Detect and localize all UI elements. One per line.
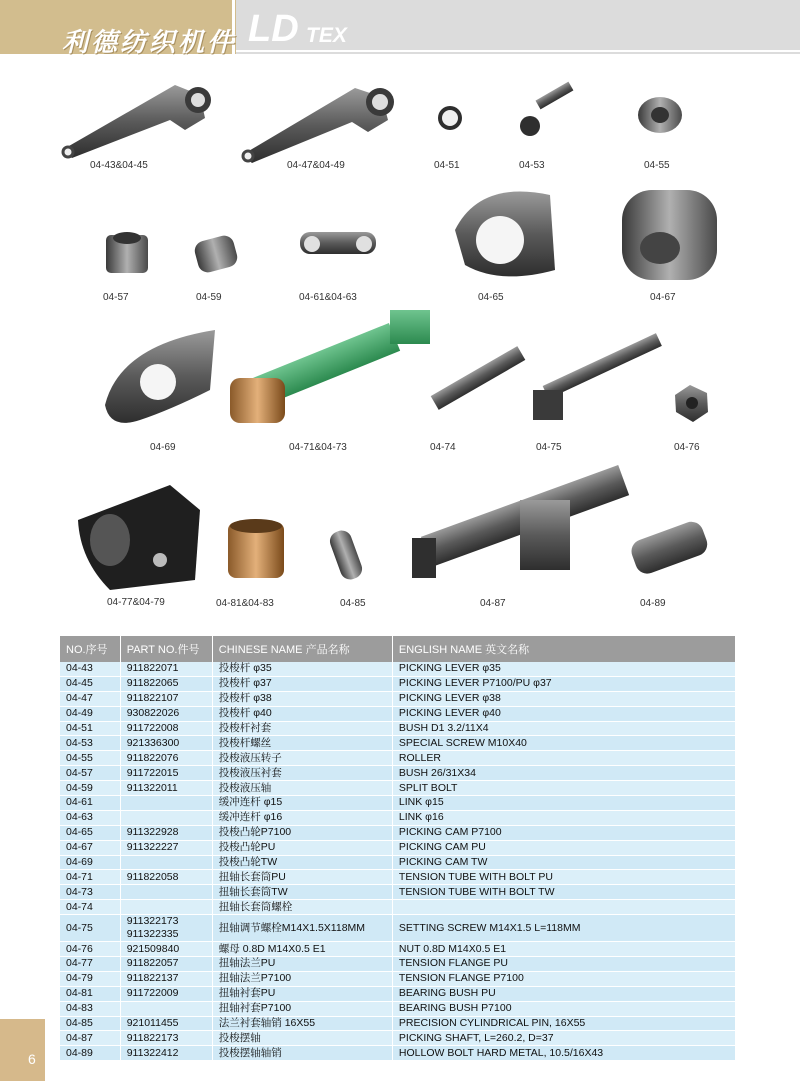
cell-english-name: ROLLER <box>392 751 735 766</box>
cell-part-no: 911822057 <box>120 957 212 972</box>
cell-chinese-name: 扭轴调节螺栓M14X1.5X118MM <box>212 915 392 942</box>
cell-part-no: 911822107 <box>120 691 212 706</box>
cell-chinese-name: 螺母 0.8D M14X0.5 E1 <box>212 942 392 957</box>
cell-english-name: BUSH D1 3.2/11X4 <box>392 721 735 736</box>
table-row <box>60 751 736 766</box>
picking-shaft-image <box>412 465 629 578</box>
cell-part-no <box>120 855 212 870</box>
cell-no: 04-79 <box>60 971 120 986</box>
part-label: 04-47&04-49 <box>287 160 345 171</box>
table-row <box>60 825 736 840</box>
table-row <box>60 957 736 972</box>
cell-no: 04-47 <box>60 691 120 706</box>
link-image <box>300 232 376 254</box>
part-label: 04-61&04-63 <box>299 292 357 303</box>
part-label: 04-67 <box>650 292 676 303</box>
cell-chinese-name: 扭轴长套筒PU <box>212 870 392 885</box>
table-row <box>60 971 736 986</box>
cell-no: 04-53 <box>60 736 120 751</box>
column-header-part-no: PART NO.件号 <box>120 636 212 662</box>
table-row <box>60 721 736 736</box>
table-row <box>60 915 736 942</box>
cell-english-name: BEARING BUSH PU <box>392 986 735 1001</box>
table-row <box>60 691 736 706</box>
cell-no: 04-77 <box>60 957 120 972</box>
table-row <box>60 1016 736 1031</box>
cell-chinese-name: 缓冲连杆 φ16 <box>212 810 392 825</box>
cell-chinese-name: 扭轴衬套PU <box>212 986 392 1001</box>
table-row <box>60 736 736 751</box>
table-row <box>60 766 736 781</box>
table-row <box>60 942 736 957</box>
table-row <box>60 900 736 915</box>
cell-no: 04-43 <box>60 662 120 676</box>
cell-no: 04-83 <box>60 1001 120 1016</box>
cell-no: 04-63 <box>60 810 120 825</box>
table-row <box>60 885 736 900</box>
brand-tex-logo: TEX <box>306 24 347 47</box>
split-bolt-image <box>193 233 240 274</box>
brand-ld-logo: LD <box>248 8 299 50</box>
part-label: 04-89 <box>640 598 666 609</box>
table-row <box>60 870 736 885</box>
cell-chinese-name: 缓冲连杆 φ15 <box>212 796 392 811</box>
cell-no: 04-61 <box>60 796 120 811</box>
cell-english-name: LINK φ16 <box>392 810 735 825</box>
table-row <box>60 662 736 676</box>
brand-chinese-name: 利德纺织机件 <box>62 28 237 58</box>
tension-tube-bolt-image <box>431 346 526 410</box>
part-label: 04-51 <box>434 160 460 171</box>
cell-chinese-name: 扭轴法兰PU <box>212 957 392 972</box>
cell-chinese-name: 投梭凸轮TW <box>212 855 392 870</box>
cell-part-no: 911822173 <box>120 1031 212 1046</box>
cell-chinese-name: 扭轴法兰P7100 <box>212 971 392 986</box>
cell-english-name <box>392 900 735 915</box>
cell-chinese-name: 投梭杆衬套 <box>212 721 392 736</box>
part-label: 04-69 <box>150 442 176 453</box>
roller-image <box>638 97 682 133</box>
bush-image <box>106 232 148 273</box>
cell-english-name: PICKING CAM P7100 <box>392 825 735 840</box>
parts-gallery <box>0 60 800 630</box>
picking-cam-p7100-image <box>455 192 555 277</box>
cell-no: 04-67 <box>60 840 120 855</box>
cell-english-name: LINK φ15 <box>392 796 735 811</box>
column-header-english-name: ENGLISH NAME 英文名称 <box>392 636 735 662</box>
cell-no: 04-74 <box>60 900 120 915</box>
cell-english-name: PICKING CAM PU <box>392 840 735 855</box>
cell-no: 04-76 <box>60 942 120 957</box>
cell-english-name: BUSH 26/31X34 <box>392 766 735 781</box>
cell-english-name: PICKING LEVER φ38 <box>392 691 735 706</box>
parts-illustrations <box>0 60 800 630</box>
table-row <box>60 1001 736 1016</box>
cell-no: 04-85 <box>60 1016 120 1031</box>
setting-screw-image <box>533 333 662 420</box>
cell-no: 04-51 <box>60 721 120 736</box>
cell-chinese-name: 扭轴衬套P7100 <box>212 1001 392 1016</box>
cell-part-no <box>120 796 212 811</box>
cell-part-no: 911822071 <box>120 662 212 676</box>
cell-part-no: 911322011 <box>120 781 212 796</box>
cell-no: 04-73 <box>60 885 120 900</box>
part-label: 04-77&04-79 <box>107 597 165 608</box>
table-row <box>60 706 736 721</box>
cell-chinese-name: 投梭凸轮PU <box>212 840 392 855</box>
cell-chinese-name: 法兰衬套轴销 16X55 <box>212 1016 392 1031</box>
part-label: 04-71&04-73 <box>289 442 347 453</box>
cell-english-name: PICKING SHAFT, L=260.2, D=37 <box>392 1031 735 1046</box>
cell-part-no: 911322412 <box>120 1046 212 1061</box>
cell-chinese-name: 扭轴长套筒螺栓 <box>212 900 392 915</box>
cell-english-name: SPECIAL SCREW M10X40 <box>392 736 735 751</box>
cell-no: 04-89 <box>60 1046 120 1061</box>
cell-part-no: 921509840 <box>120 942 212 957</box>
cell-no: 04-75 <box>60 915 120 942</box>
table-header-row <box>60 636 736 662</box>
cell-chinese-name: 投梭液压衬套 <box>212 766 392 781</box>
cell-no: 04-71 <box>60 870 120 885</box>
tension-tube-image <box>230 310 430 423</box>
cell-part-no: 911722009 <box>120 986 212 1001</box>
column-header-no: NO.序号 <box>60 636 120 662</box>
picking-lever-2-image <box>242 88 394 163</box>
table-body <box>60 662 736 1061</box>
part-label: 04-53 <box>519 160 545 171</box>
cell-english-name: PRECISION CYLINDRICAL PIN, 16X55 <box>392 1016 735 1031</box>
cell-chinese-name: 投梭液压转子 <box>212 751 392 766</box>
picking-lever-1-image <box>62 85 211 158</box>
table-row <box>60 855 736 870</box>
cell-english-name: NUT 0.8D M14X0.5 E1 <box>392 942 735 957</box>
cell-english-name: TENSION TUBE WITH BOLT PU <box>392 870 735 885</box>
cell-no: 04-81 <box>60 986 120 1001</box>
cell-english-name: PICKING LEVER φ35 <box>392 662 735 676</box>
table-row <box>60 1046 736 1061</box>
column-header-chinese-name: CHINESE NAME 产品名称 <box>212 636 392 662</box>
cell-chinese-name: 投梭杆 φ38 <box>212 691 392 706</box>
cylindrical-pin-image <box>327 528 365 583</box>
cell-no: 04-55 <box>60 751 120 766</box>
cell-part-no: 911822058 <box>120 870 212 885</box>
cell-english-name: PICKING CAM TW <box>392 855 735 870</box>
part-label: 04-87 <box>480 598 506 609</box>
cell-part-no: 911322173 911322335 <box>120 915 212 942</box>
nut-image <box>675 385 708 422</box>
special-screw-image <box>520 82 573 136</box>
cell-no: 04-59 <box>60 781 120 796</box>
cell-part-no: 911822137 <box>120 971 212 986</box>
cell-part-no: 911722015 <box>120 766 212 781</box>
cell-chinese-name: 投梭杆 φ40 <box>212 706 392 721</box>
cell-no: 04-69 <box>60 855 120 870</box>
cell-part-no <box>120 885 212 900</box>
cell-no: 04-49 <box>60 706 120 721</box>
cell-part-no: 921336300 <box>120 736 212 751</box>
table-row <box>60 781 736 796</box>
cell-english-name: PICKING LEVER P7100/PU φ37 <box>392 676 735 691</box>
cell-english-name: SPLIT BOLT <box>392 781 735 796</box>
part-label: 04-59 <box>196 292 222 303</box>
table-row <box>60 676 736 691</box>
cell-part-no <box>120 1001 212 1016</box>
page-number-tab <box>0 1019 45 1081</box>
cell-english-name: TENSION TUBE WITH BOLT TW <box>392 885 735 900</box>
cell-chinese-name: 投梭液压轴 <box>212 781 392 796</box>
cell-part-no: 911822076 <box>120 751 212 766</box>
cell-chinese-name: 投梭杆 φ35 <box>212 662 392 676</box>
picking-cam-pu-image <box>622 190 717 280</box>
part-label: 04-81&04-83 <box>216 598 274 609</box>
table-row <box>60 810 736 825</box>
cell-part-no: 930822026 <box>120 706 212 721</box>
cell-english-name: PICKING LEVER φ40 <box>392 706 735 721</box>
table-row <box>60 796 736 811</box>
cell-english-name: TENSION FLANGE PU <box>392 957 735 972</box>
table-row <box>60 986 736 1001</box>
header-divider-horizontal <box>236 50 800 52</box>
cell-part-no: 911322928 <box>120 825 212 840</box>
bearing-bush-image <box>228 519 284 578</box>
cell-chinese-name: 投梭杆螺丝 <box>212 736 392 751</box>
part-label: 04-76 <box>674 442 700 453</box>
picking-cam-tw-image <box>105 330 215 423</box>
parts-spec-table <box>60 636 736 1061</box>
bush-ring-image <box>438 106 462 130</box>
tension-flange-image <box>78 485 200 590</box>
cell-chinese-name: 投梭摆轴 <box>212 1031 392 1046</box>
part-label: 04-55 <box>644 160 670 171</box>
cell-part-no <box>120 810 212 825</box>
cell-chinese-name: 投梭摆轴轴销 <box>212 1046 392 1061</box>
cell-part-no: 911722008 <box>120 721 212 736</box>
cell-english-name: SETTING SCREW M14X1.5 L=118MM <box>392 915 735 942</box>
page-number: 6 <box>28 1051 36 1067</box>
cell-english-name: BEARING BUSH P7100 <box>392 1001 735 1016</box>
part-label: 04-85 <box>340 598 366 609</box>
hollow-bolt-image <box>628 518 710 577</box>
cell-no: 04-57 <box>60 766 120 781</box>
cell-chinese-name: 扭轴长套筒TW <box>212 885 392 900</box>
part-label: 04-65 <box>478 292 504 303</box>
part-label: 04-74 <box>430 442 456 453</box>
cell-part-no: 911822065 <box>120 676 212 691</box>
cell-chinese-name: 投梭杆 φ37 <box>212 676 392 691</box>
cell-part-no: 911322227 <box>120 840 212 855</box>
cell-part-no <box>120 900 212 915</box>
table-row <box>60 1031 736 1046</box>
part-label: 04-75 <box>536 442 562 453</box>
cell-english-name: HOLLOW BOLT HARD METAL, 10.5/16X43 <box>392 1046 735 1061</box>
table-row <box>60 840 736 855</box>
cell-chinese-name: 投梭凸轮P7100 <box>212 825 392 840</box>
cell-no: 04-45 <box>60 676 120 691</box>
cell-no: 04-65 <box>60 825 120 840</box>
cell-part-no: 921011455 <box>120 1016 212 1031</box>
cell-english-name: TENSION FLANGE P7100 <box>392 971 735 986</box>
cell-no: 04-87 <box>60 1031 120 1046</box>
part-label: 04-43&04-45 <box>90 160 148 171</box>
part-label: 04-57 <box>103 292 129 303</box>
